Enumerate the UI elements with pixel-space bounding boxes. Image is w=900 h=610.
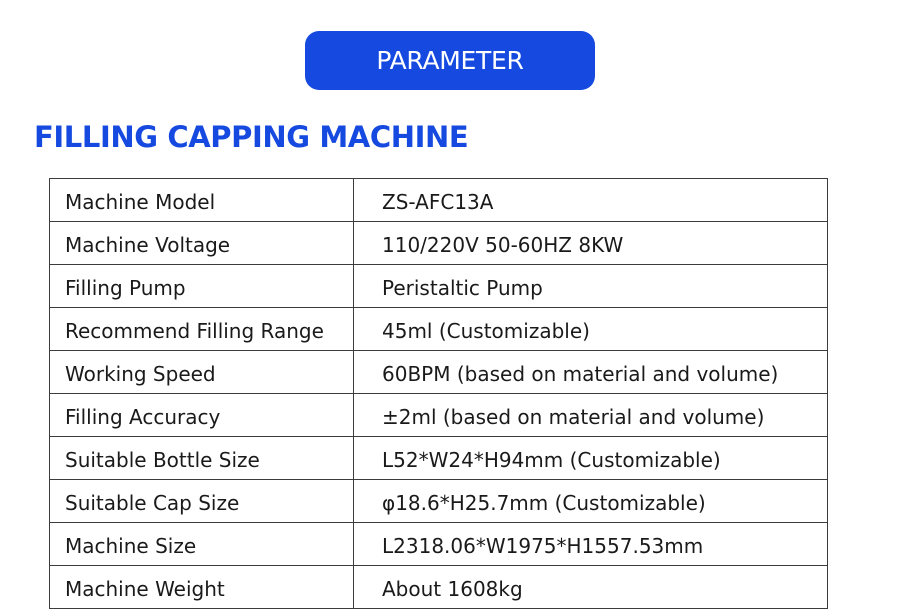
table-row: [50, 308, 828, 351]
table-row: [50, 480, 828, 523]
spec-value: About 1608kg: [354, 566, 828, 609]
spec-value: φ18.6*H25.7mm (Customizable): [354, 480, 828, 523]
spec-label: Machine Weight: [50, 566, 354, 609]
table-row: [50, 437, 828, 480]
spec-label: Filling Accuracy: [50, 394, 354, 437]
page-title: FILLING CAPPING MACHINE: [34, 120, 469, 154]
spec-table: [49, 178, 828, 609]
spec-label: Suitable Bottle Size: [50, 437, 354, 480]
table-row: [50, 265, 828, 308]
spec-label: Machine Model: [50, 179, 354, 222]
spec-label: Machine Voltage: [50, 222, 354, 265]
spec-label: Filling Pump: [50, 265, 354, 308]
spec-value: ZS-AFC13A: [354, 179, 828, 222]
spec-label: Machine Size: [50, 523, 354, 566]
spec-value: 45ml (Customizable): [354, 308, 828, 351]
spec-label: Working Speed: [50, 351, 354, 394]
spec-value: 110/220V 50-60HZ 8KW: [354, 222, 828, 265]
spec-value: ±2ml (based on material and volume): [354, 394, 828, 437]
spec-label: Recommend Filling Range: [50, 308, 354, 351]
table-row: [50, 222, 828, 265]
table-row: [50, 394, 828, 437]
table-row: [50, 179, 828, 222]
spec-value: L2318.06*W1975*H1557.53mm: [354, 523, 828, 566]
parameter-badge: PARAMETER: [305, 31, 595, 90]
spec-value: 60BPM (based on material and volume): [354, 351, 828, 394]
table-row: [50, 566, 828, 609]
spec-label: Suitable Cap Size: [50, 480, 354, 523]
spec-value: L52*W24*H94mm (Customizable): [354, 437, 828, 480]
spec-value: Peristaltic Pump: [354, 265, 828, 308]
table-row: [50, 351, 828, 394]
table-row: [50, 523, 828, 566]
